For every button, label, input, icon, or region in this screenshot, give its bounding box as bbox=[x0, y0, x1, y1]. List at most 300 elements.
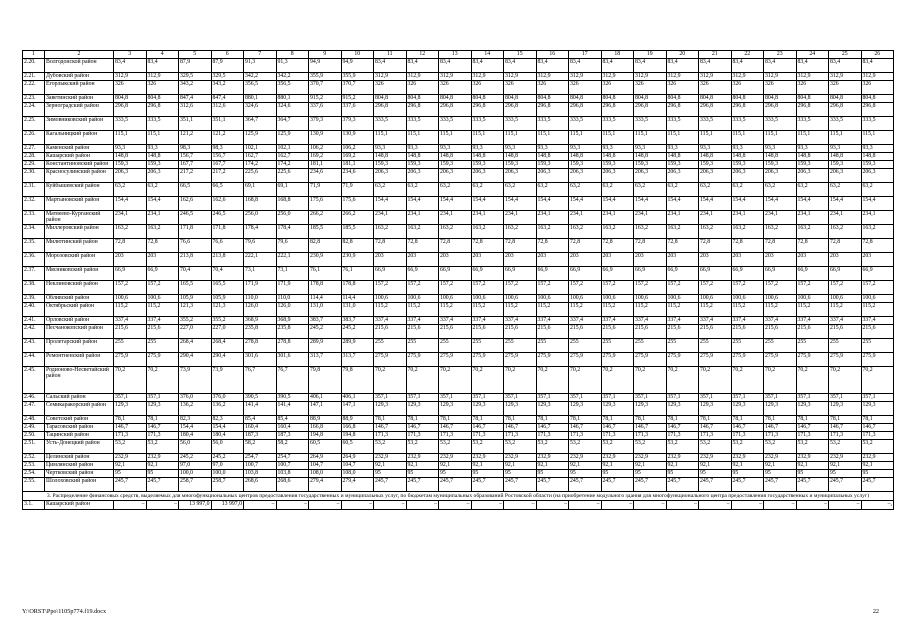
district-name: Кагальницкий район bbox=[45, 131, 114, 145]
row-number: 2.39. bbox=[23, 295, 45, 303]
value-cell: 78,1 bbox=[569, 416, 602, 424]
value-cell: 63,2 bbox=[764, 183, 797, 197]
value-cell: 93,3 bbox=[114, 145, 147, 153]
value-cell: 206,3 bbox=[861, 169, 894, 183]
value-cell: 76,1 bbox=[341, 267, 374, 281]
value-cell: 215,6 bbox=[666, 325, 699, 339]
value-cell: 171,3 bbox=[796, 432, 829, 440]
value-cell: 171,3 bbox=[666, 432, 699, 440]
value-cell: 255 bbox=[861, 339, 894, 353]
value-cell: 72,8 bbox=[406, 239, 439, 253]
value-cell: 100,6 bbox=[374, 295, 407, 303]
table-row bbox=[23, 402, 894, 416]
value-cell: 103,8 bbox=[276, 470, 309, 478]
value-cell: 115,2 bbox=[146, 303, 179, 317]
value-cell: 102,1 bbox=[244, 145, 277, 153]
value-cell: 255 bbox=[796, 339, 829, 353]
value-cell: 129,3 bbox=[374, 402, 407, 416]
value-cell: 72,8 bbox=[146, 239, 179, 253]
district-name: Егорлыкский район bbox=[45, 81, 114, 95]
value-cell: 53,2 bbox=[796, 440, 829, 454]
value-cell: 83,4 bbox=[699, 59, 732, 73]
value-cell: 76,7 bbox=[276, 367, 309, 394]
value-cell: 232,9 bbox=[406, 454, 439, 462]
value-cell: 69,1 bbox=[276, 183, 309, 197]
value-cell: 337,4 bbox=[861, 317, 894, 325]
value-cell: 234,6 bbox=[341, 169, 374, 183]
district-name: Усть-Донецкий район bbox=[45, 440, 114, 454]
value-cell: 337,4 bbox=[471, 317, 504, 325]
value-cell: 168,8 bbox=[244, 197, 277, 211]
value-cell: 98,3 bbox=[211, 145, 244, 153]
value-cell: 53,2 bbox=[699, 440, 732, 454]
value-cell: 157,2 bbox=[471, 281, 504, 295]
value-cell: 245,7 bbox=[504, 478, 537, 492]
value-cell: 95 bbox=[439, 470, 472, 478]
table-row bbox=[23, 211, 894, 225]
value-cell: 167,7 bbox=[211, 161, 244, 169]
value-cell: 129,3 bbox=[731, 402, 764, 416]
value-cell: 163,2 bbox=[406, 225, 439, 239]
value-cell: 296,8 bbox=[146, 103, 179, 117]
value-cell: 245,7 bbox=[601, 478, 634, 492]
table-row bbox=[23, 225, 894, 239]
district-name: Миллеровский район bbox=[45, 225, 114, 239]
district-name: Тацинский район bbox=[45, 432, 114, 440]
value-cell: 215,6 bbox=[569, 325, 602, 339]
value-cell: 100,0 bbox=[179, 470, 212, 478]
value-cell: 234,6 bbox=[309, 169, 342, 183]
value-cell: 70,2 bbox=[374, 367, 407, 394]
value-cell: 163,2 bbox=[731, 225, 764, 239]
value-cell: 222,1 bbox=[276, 253, 309, 267]
value-cell: 171,3 bbox=[114, 432, 147, 440]
table-row bbox=[23, 394, 894, 402]
value-cell: 333,5 bbox=[406, 117, 439, 131]
value-cell: 163,2 bbox=[634, 225, 667, 239]
row-number: 2.28. bbox=[23, 153, 45, 161]
value-cell: 95 bbox=[114, 470, 147, 478]
value-cell: 234,1 bbox=[406, 211, 439, 225]
value-cell: 275,9 bbox=[146, 353, 179, 367]
value-cell: 115,1 bbox=[861, 131, 894, 145]
value-cell: 268,4 bbox=[211, 339, 244, 353]
value-cell: 275,9 bbox=[731, 353, 764, 367]
value-cell: 167,7 bbox=[179, 161, 212, 169]
value-cell: 206,3 bbox=[439, 169, 472, 183]
value-cell: 804,8 bbox=[406, 95, 439, 103]
value-cell: 58,2 bbox=[276, 440, 309, 454]
value-cell: 53,2 bbox=[374, 440, 407, 454]
row-number: 2.32. bbox=[23, 197, 45, 211]
value-cell: 206,3 bbox=[666, 169, 699, 183]
value-cell: 129,3 bbox=[406, 402, 439, 416]
value-cell: 296,8 bbox=[731, 103, 764, 117]
value-cell: 296,8 bbox=[829, 103, 862, 117]
district-name: Куйбышевский район bbox=[45, 183, 114, 197]
value-cell: 78,1 bbox=[536, 416, 569, 424]
value-cell: 70,2 bbox=[861, 367, 894, 394]
value-cell: 163,2 bbox=[699, 225, 732, 239]
value-cell: 203 bbox=[861, 253, 894, 267]
district-name: Матвеево-Курганский район bbox=[45, 211, 114, 225]
value-cell: 63,2 bbox=[114, 183, 147, 197]
value-cell: 100,6 bbox=[634, 295, 667, 303]
value-cell: 232,9 bbox=[569, 454, 602, 462]
value-cell: 95 bbox=[764, 470, 797, 478]
value-cell: 93,3 bbox=[731, 145, 764, 153]
value-cell: 215,6 bbox=[764, 325, 797, 339]
value-cell: 141,4 bbox=[276, 402, 309, 416]
value-cell: 337,4 bbox=[406, 317, 439, 325]
table-row bbox=[23, 470, 894, 478]
value-cell: 53,2 bbox=[861, 440, 894, 454]
value-cell: 66,9 bbox=[764, 267, 797, 281]
value-cell: 148,8 bbox=[439, 153, 472, 161]
value-cell: 72,8 bbox=[439, 239, 472, 253]
value-cell: 312,6 bbox=[179, 103, 212, 117]
value-cell: 215,6 bbox=[601, 325, 634, 339]
value-cell: 83,4 bbox=[374, 59, 407, 73]
value-cell: 92,1 bbox=[666, 462, 699, 470]
table-row bbox=[23, 117, 894, 131]
value-cell: 337,4 bbox=[699, 317, 732, 325]
value-cell: 83,4 bbox=[764, 59, 797, 73]
value-cell: 342,2 bbox=[244, 73, 277, 81]
value-cell: 230,9 bbox=[309, 253, 342, 267]
district-name: Зерноградский район bbox=[45, 103, 114, 117]
value-cell: 225,6 bbox=[276, 169, 309, 183]
value-cell: 203 bbox=[634, 253, 667, 267]
value-cell: 63,2 bbox=[731, 183, 764, 197]
value-cell: 157,2 bbox=[634, 281, 667, 295]
value-cell: 312,9 bbox=[504, 73, 537, 81]
value-cell: 157,2 bbox=[764, 281, 797, 295]
value-cell: 115,2 bbox=[634, 303, 667, 317]
value-cell: 66,9 bbox=[374, 267, 407, 281]
value-cell: 97,0 bbox=[211, 462, 244, 470]
value-cell: 157,2 bbox=[699, 281, 732, 295]
value-cell: 255 bbox=[829, 339, 862, 353]
value-cell: 69,1 bbox=[244, 183, 277, 197]
value-cell: 100,6 bbox=[699, 295, 732, 303]
value-cell: 847,4 bbox=[211, 95, 244, 103]
value-cell: 71,9 bbox=[341, 183, 374, 197]
value-cell: 100,6 bbox=[569, 295, 602, 303]
value-cell: 357,1 bbox=[666, 394, 699, 402]
value-cell: 337,6 bbox=[309, 103, 342, 117]
table-row bbox=[23, 416, 894, 424]
value-cell: 357,1 bbox=[861, 394, 894, 402]
value-cell: 159,3 bbox=[666, 161, 699, 169]
value-cell: 333,5 bbox=[601, 117, 634, 131]
value-cell: 95 bbox=[731, 470, 764, 478]
column-header: 22 bbox=[731, 51, 764, 59]
district-name: Пролетарский район bbox=[45, 339, 114, 353]
value-cell: 357,1 bbox=[829, 394, 862, 402]
value-cell: 163,2 bbox=[374, 225, 407, 239]
value-cell: 313,7 bbox=[309, 353, 342, 367]
value-cell: 78,1 bbox=[764, 416, 797, 424]
value-cell: 102,1 bbox=[276, 145, 309, 153]
value-cell: 63,2 bbox=[471, 183, 504, 197]
value-cell: 105,9 bbox=[211, 295, 244, 303]
value-cell: 215,6 bbox=[796, 325, 829, 339]
value-cell: 232,9 bbox=[439, 454, 472, 462]
value-cell: 355,9 bbox=[341, 73, 374, 81]
value-cell: 66,9 bbox=[601, 267, 634, 281]
value-cell: 337,4 bbox=[666, 317, 699, 325]
value-cell: 129,3 bbox=[666, 402, 699, 416]
value-cell: – bbox=[796, 501, 829, 510]
value-cell: 333,5 bbox=[666, 117, 699, 131]
value-cell: 337,4 bbox=[829, 317, 862, 325]
value-cell: 206,3 bbox=[536, 169, 569, 183]
value-cell: 215,6 bbox=[699, 325, 732, 339]
value-cell: 100,6 bbox=[471, 295, 504, 303]
value-cell: 63,2 bbox=[504, 183, 537, 197]
row-number: 2.47. bbox=[23, 402, 45, 416]
column-header: 12 bbox=[406, 51, 439, 59]
value-cell: 146,7 bbox=[699, 424, 732, 432]
value-cell: 203 bbox=[829, 253, 862, 267]
table-row bbox=[23, 424, 894, 432]
value-cell: 63,2 bbox=[146, 183, 179, 197]
value-cell: 312,9 bbox=[634, 73, 667, 81]
value-cell: 78,1 bbox=[829, 416, 862, 424]
value-cell: 203 bbox=[504, 253, 537, 267]
value-cell: 104,7 bbox=[341, 462, 374, 470]
value-cell: 71,9 bbox=[309, 183, 342, 197]
value-cell: 171,8 bbox=[211, 225, 244, 239]
value-cell: 275,9 bbox=[666, 353, 699, 367]
value-cell: 254,7 bbox=[244, 454, 277, 462]
value-cell: 163,2 bbox=[146, 225, 179, 239]
row-number: 2.49. bbox=[23, 424, 45, 432]
value-cell: 70,4 bbox=[211, 267, 244, 281]
value-cell: 245,7 bbox=[666, 478, 699, 492]
value-cell: 194,8 bbox=[341, 432, 374, 440]
value-cell: 115,1 bbox=[569, 131, 602, 145]
value-cell: 76,6 bbox=[179, 239, 212, 253]
value-cell: 131,0 bbox=[309, 303, 342, 317]
value-cell: 333,5 bbox=[504, 117, 537, 131]
value-cell: 275,9 bbox=[569, 353, 602, 367]
value-cell: 66,9 bbox=[536, 267, 569, 281]
value-cell: 148,8 bbox=[374, 153, 407, 161]
value-cell: 159,3 bbox=[731, 161, 764, 169]
value-cell: 357,1 bbox=[374, 394, 407, 402]
value-cell: 326 bbox=[699, 81, 732, 95]
value-cell: – bbox=[601, 501, 634, 510]
value-cell: 804,8 bbox=[471, 95, 504, 103]
district-name: Советский район bbox=[45, 416, 114, 424]
value-cell: 115,2 bbox=[601, 303, 634, 317]
value-cell: 357,1 bbox=[796, 394, 829, 402]
value-cell: 95 bbox=[536, 470, 569, 478]
value-cell: 115,2 bbox=[536, 303, 569, 317]
value-cell: 333,5 bbox=[699, 117, 732, 131]
value-cell: 129,3 bbox=[146, 402, 179, 416]
value-cell: 804,8 bbox=[829, 95, 862, 103]
value-cell: 92,1 bbox=[536, 462, 569, 470]
value-cell: 92,1 bbox=[439, 462, 472, 470]
value-cell: 232,9 bbox=[731, 454, 764, 462]
value-cell: 83,4 bbox=[536, 59, 569, 73]
section-row bbox=[23, 492, 894, 501]
value-cell: 100,7 bbox=[244, 462, 277, 470]
value-cell: 78,1 bbox=[699, 416, 732, 424]
row-number: 2.27. bbox=[23, 145, 45, 153]
value-cell: 370,7 bbox=[309, 81, 342, 95]
value-cell: 804,8 bbox=[861, 95, 894, 103]
district-name: Дубовский район bbox=[45, 73, 114, 81]
value-cell: 258,7 bbox=[179, 478, 212, 492]
value-cell: 92,1 bbox=[829, 462, 862, 470]
value-cell: 159,3 bbox=[471, 161, 504, 169]
value-cell: 165,5 bbox=[211, 281, 244, 295]
row-number: 2.20. bbox=[23, 59, 45, 73]
value-cell: 312,9 bbox=[569, 73, 602, 81]
value-cell: 95 bbox=[666, 470, 699, 478]
value-cell: 115,2 bbox=[731, 303, 764, 317]
value-cell: 203 bbox=[569, 253, 602, 267]
district-name: Орловский район bbox=[45, 317, 114, 325]
value-cell: 93,3 bbox=[374, 145, 407, 153]
value-cell: 100,6 bbox=[504, 295, 537, 303]
value-cell: 146,7 bbox=[666, 424, 699, 432]
value-cell: 245,2 bbox=[179, 454, 212, 462]
table-row bbox=[23, 95, 894, 103]
value-cell: 129,3 bbox=[796, 402, 829, 416]
value-cell: 93,3 bbox=[699, 145, 732, 153]
column-header: 17 bbox=[569, 51, 602, 59]
value-cell: 93,3 bbox=[601, 145, 634, 153]
value-cell: 157,2 bbox=[146, 281, 179, 295]
value-cell: 83,4 bbox=[406, 59, 439, 73]
value-cell: 78,1 bbox=[634, 416, 667, 424]
value-cell: 87,9 bbox=[179, 59, 212, 73]
value-cell: 66,9 bbox=[504, 267, 537, 281]
value-cell: 148,8 bbox=[406, 153, 439, 161]
value-cell: 326 bbox=[731, 81, 764, 95]
value-cell: 157,2 bbox=[504, 281, 537, 295]
value-cell: 53,2 bbox=[146, 440, 179, 454]
value-cell: 100,6 bbox=[666, 295, 699, 303]
value-cell: 115,1 bbox=[731, 131, 764, 145]
value-cell: 203 bbox=[666, 253, 699, 267]
value-cell: 70,2 bbox=[114, 367, 147, 394]
value-cell: 275,9 bbox=[796, 353, 829, 367]
value-cell: 215,6 bbox=[146, 325, 179, 339]
value-cell: 163,2 bbox=[666, 225, 699, 239]
value-cell: 171,3 bbox=[601, 432, 634, 440]
value-cell: 234,1 bbox=[829, 211, 862, 225]
value-cell: 83,4 bbox=[471, 59, 504, 73]
value-cell: 203 bbox=[699, 253, 732, 267]
value-cell: 83,4 bbox=[504, 59, 537, 73]
value-cell: 180,4 bbox=[179, 432, 212, 440]
value-cell: 166,8 bbox=[309, 424, 342, 432]
value-cell: – bbox=[374, 501, 407, 510]
value-cell: 72,8 bbox=[731, 239, 764, 253]
value-cell: 296,8 bbox=[634, 103, 667, 117]
value-cell: 115,2 bbox=[504, 303, 537, 317]
value-cell: 232,9 bbox=[796, 454, 829, 462]
value-cell: 227,0 bbox=[211, 325, 244, 339]
value-cell: 87,9 bbox=[211, 59, 244, 73]
value-cell: 63,2 bbox=[601, 183, 634, 197]
value-cell: 95 bbox=[406, 470, 439, 478]
value-cell: 70,2 bbox=[829, 367, 862, 394]
value-cell: 83,4 bbox=[439, 59, 472, 73]
row-number: 2.33. bbox=[23, 211, 45, 225]
value-cell: 194,8 bbox=[309, 432, 342, 440]
value-cell: 157,2 bbox=[731, 281, 764, 295]
value-cell: 83,4 bbox=[666, 59, 699, 73]
footer-page-number: 22 bbox=[872, 608, 879, 615]
value-cell: 171,9 bbox=[244, 281, 277, 295]
value-cell: 203 bbox=[114, 253, 147, 267]
value-cell: 66,9 bbox=[114, 267, 147, 281]
value-cell: 296,8 bbox=[114, 103, 147, 117]
column-header: 11 bbox=[374, 51, 407, 59]
value-cell: 129,3 bbox=[601, 402, 634, 416]
row-number: 2.42. bbox=[23, 325, 45, 339]
value-cell: 53,2 bbox=[829, 440, 862, 454]
value-cell: 333,5 bbox=[569, 117, 602, 131]
table-row bbox=[23, 501, 894, 510]
value-cell: 343,2 bbox=[179, 81, 212, 95]
value-cell: 804,8 bbox=[634, 95, 667, 103]
value-cell: 115,2 bbox=[374, 303, 407, 317]
value-cell: 245,7 bbox=[569, 478, 602, 492]
value-cell: 163,2 bbox=[471, 225, 504, 239]
value-cell: 246,5 bbox=[211, 211, 244, 225]
value-cell: 215,6 bbox=[731, 325, 764, 339]
value-cell: 154,4 bbox=[601, 197, 634, 211]
value-cell: 148,8 bbox=[666, 153, 699, 161]
value-cell: 168,8 bbox=[276, 197, 309, 211]
value-cell: 215,6 bbox=[374, 325, 407, 339]
value-cell: 255 bbox=[374, 339, 407, 353]
table-row bbox=[23, 454, 894, 462]
district-name: Константиновский район bbox=[45, 161, 114, 169]
value-cell: 154,4 bbox=[731, 197, 764, 211]
value-cell: 91,3 bbox=[276, 59, 309, 73]
value-cell: 108,0 bbox=[309, 470, 342, 478]
value-cell: 215,6 bbox=[504, 325, 537, 339]
value-cell: 115,1 bbox=[439, 131, 472, 145]
table-row bbox=[23, 81, 894, 95]
value-cell: 278,8 bbox=[276, 339, 309, 353]
row-number: 2.52. bbox=[23, 454, 45, 462]
value-cell: 171,3 bbox=[146, 432, 179, 440]
value-cell: 178,8 bbox=[341, 281, 374, 295]
value-cell: 78,1 bbox=[601, 416, 634, 424]
row-number: 2.45. bbox=[23, 367, 45, 394]
value-cell: 83,4 bbox=[601, 59, 634, 73]
value-cell: 70,2 bbox=[439, 367, 472, 394]
value-cell: 159,3 bbox=[114, 161, 147, 169]
value-cell: 355,9 bbox=[309, 73, 342, 81]
value-cell: 370,7 bbox=[341, 81, 374, 95]
value-cell: 234,1 bbox=[569, 211, 602, 225]
value-cell: – bbox=[406, 501, 439, 510]
value-cell: 326 bbox=[406, 81, 439, 95]
value-cell: – bbox=[244, 501, 277, 510]
district-name: Мясниковский район bbox=[45, 267, 114, 281]
